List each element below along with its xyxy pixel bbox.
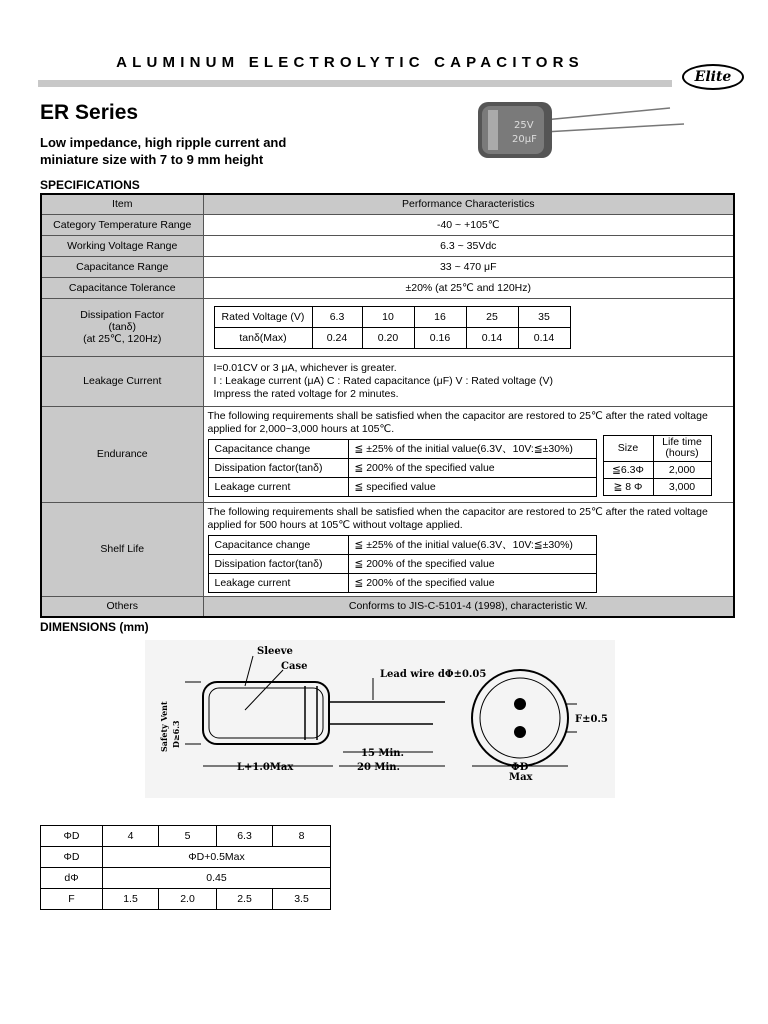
tolerance-label: Capacitance Tolerance [41,277,203,298]
shelf-life-table [208,535,597,593]
endurance-requirement: The following requirements shall be satisfied when the capacitor are restored to 25℃ after the rated voltage applied for 2,000~3,000 hours at 105℃. [207,409,708,435]
table-row [41,277,734,298]
dim-d-label: ΦD [41,826,103,847]
table-row [41,194,734,214]
tan-delta-label: tanδ(Max) [214,327,312,348]
rated-voltage-label: Rated Voltage (V) [214,306,312,327]
endurance-value: ≦ 200% of the specified value [348,458,596,477]
rated-voltage-cell: 35 [518,306,570,327]
table-row [41,235,734,256]
temperature-label: Category Temperature Range [41,214,203,235]
dimensions-heading: DIMENSIONS (mm) [40,620,149,634]
shelf-life-requirement: The following requirements shall be satisfied when the capacitor are restored to 25℃ after the rated voltage applied for 500 hours at 105℃ without voltage applied. [207,505,708,531]
length-label: L+1.0Max [237,762,294,773]
endurance-table [208,439,597,497]
endurance-tables [208,436,730,497]
table-row [41,256,734,277]
sleeve-label: Sleeve [257,646,293,657]
tan-delta-cell: 0.24 [312,327,362,348]
dim-d-cell: 4 [103,826,159,847]
table-row [41,596,734,617]
tan-delta-cell: 0.16 [414,327,466,348]
item-header: Item [41,194,203,214]
f-label: F±0.5 [575,714,608,725]
table-row [214,306,570,327]
rated-voltage-cell: 16 [414,306,466,327]
voltage-label: Working Voltage Range [41,235,203,256]
header-rule [38,80,672,87]
page-title: ALUMINUM ELECTROLYTIC CAPACITORS [116,54,584,71]
min20-label: 20 Min. [357,762,401,773]
dim-f-label: F [41,889,103,910]
shelf-value: ≦ 200% of the specified value [348,573,596,592]
leakage-line: I=0.01CV or 3 μA, whichever is greater. [213,361,397,374]
capacitance-value: 33 ~ 470 μF [203,256,734,277]
dissipation-cell [203,298,734,356]
shelf-value: ≦ 200% of the specified value [348,554,596,573]
leakage-label: Leakage Current [41,356,203,406]
dim-f-cell: 3.5 [273,889,331,910]
dissipation-label-line: (tanδ) [108,321,136,333]
elite-logo: Elite [682,64,744,90]
leakage-line: Impress the rated voltage for 2 minutes. [213,387,399,400]
shelf-key: Leakage current [208,573,348,592]
rated-voltage-cell: 25 [466,306,518,327]
table-row [41,847,331,868]
life-time-table [603,435,712,496]
capacitance-label: Capacitance Range [41,256,203,277]
dim-d2-value: ΦD+0.5Max [103,847,331,868]
life-size: ≦6.3Φ [603,461,653,478]
rated-voltage-cell: 6.3 [312,306,362,327]
dim-d-cell: 8 [273,826,331,847]
tan-delta-cell: 0.14 [518,327,570,348]
life-hours: 2,000 [653,461,711,478]
dim-lead-label: dΦ [41,868,103,889]
shelf-life-label: Shelf Life [41,502,203,596]
table-row [603,478,711,495]
life-size-header: Size [603,435,653,461]
tan-delta-cell: 0.20 [362,327,414,348]
specifications-table [40,193,735,618]
table-row [603,435,711,461]
table-row [41,502,734,596]
others-label: Others [41,596,203,617]
table-row [208,535,596,554]
table-row [41,298,734,356]
endurance-label: Endurance [41,406,203,502]
series-subtitle [40,134,380,168]
table-row [41,889,331,910]
dimension-drawing [145,640,615,798]
leakage-cell [203,356,734,406]
dissipation-label-line: (at 25℃, 120Hz) [83,333,162,345]
performance-header: Performance Characteristics [203,194,734,214]
tan-delta-cell: 0.14 [466,327,518,348]
table-row [41,406,734,502]
endurance-value: ≦ specified value [348,477,596,496]
table-row [208,439,596,458]
d-label: ΦD [511,762,529,773]
dim-lead-value: 0.45 [103,868,331,889]
shelf-value: ≦ ±25% of the initial value(6.3V、10V:≦±30%) [348,535,596,554]
dissipation-label [41,298,203,356]
svg-text:25V: 25V [514,120,534,131]
table-row [208,554,596,573]
max-label: Max [509,772,533,783]
rated-voltage-cell: 10 [362,306,414,327]
shelf-key: Capacitance change [208,535,348,554]
table-row [208,477,596,496]
table-row [41,214,734,235]
dim-d-cell: 5 [159,826,217,847]
dim-d-cell: 6.3 [217,826,273,847]
table-row [208,458,596,477]
others-value: Conforms to JIS-C-5101-4 (1998), characteristic W. [203,596,734,617]
case-label: Case [281,661,308,672]
dimensions-table [40,825,331,910]
shelf-life-cell [203,502,734,596]
shelf-key: Dissipation factor(tanδ) [208,554,348,573]
voltage-value: 6.3 ~ 35Vdc [203,235,734,256]
dim-f-cell: 2.5 [217,889,273,910]
subtitle-line-2: miniature size with 7 to 9 mm height [40,152,264,167]
min15-label: 15 Min. [361,748,405,759]
subtitle-line-1: Low impedance, high ripple current and [40,135,287,150]
life-hours: 3,000 [653,478,711,495]
safety-vent-size: D≥6.3 [171,720,181,748]
temperature-value: -40 ~ +105℃ [203,214,734,235]
table-row [41,356,734,406]
table-row [603,461,711,478]
series-title: ER Series [40,101,139,124]
table-row [41,826,331,847]
table-row [214,327,570,348]
endurance-key: Dissipation factor(tanδ) [208,458,348,477]
endurance-cell [203,406,734,502]
lead-wire-label: Lead wire dΦ±0.05 [380,669,487,680]
leakage-line: I : Leakage current (μA) C : Rated capacitance (μF) V : Rated voltage (V) [213,374,553,387]
endurance-key: Leakage current [208,477,348,496]
tolerance-value: ±20% (at 25℃ and 120Hz) [203,277,734,298]
endurance-key: Capacitance change [208,439,348,458]
svg-text:20μF: 20μF [512,134,537,145]
table-row [41,868,331,889]
dim-f-cell: 1.5 [103,889,159,910]
dim-f-cell: 2.0 [159,889,217,910]
table-row [208,573,596,592]
dissipation-table [214,306,571,349]
dissipation-label-line: Dissipation Factor [80,309,165,321]
life-time-header: Life time (hours) [653,435,711,461]
dim-d2-label: ΦD [41,847,103,868]
specifications-heading: SPECIFICATIONS [40,178,140,192]
safety-vent-label: Safety Vent [159,701,169,752]
life-size: ≧ 8 Φ [603,478,653,495]
capacitor-photo [474,98,694,160]
endurance-value: ≦ ±25% of the initial value(6.3V、10V:≦±30%) [348,439,596,458]
